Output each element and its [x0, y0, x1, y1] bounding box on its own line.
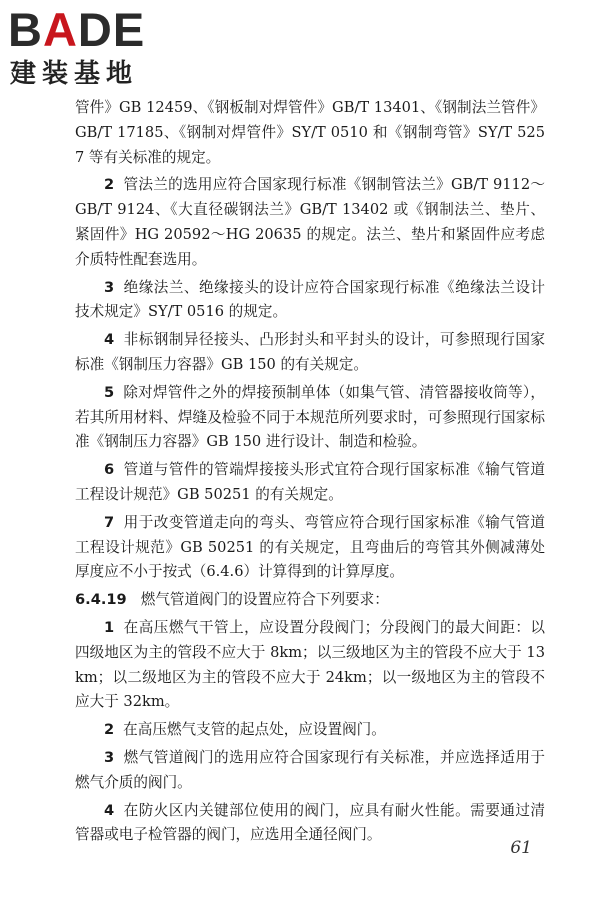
clause-number: 4 [104, 331, 115, 349]
clause-number: 7 [104, 513, 115, 531]
clause-7 [75, 511, 545, 585]
paragraph-continuation [75, 96, 545, 170]
logo-letter-b: B [8, 3, 43, 56]
clause-3 [75, 276, 545, 326]
clause-6 [75, 458, 545, 508]
clause-text: 绝缘法兰、绝缘接头的设计应符合国家现行标准《绝缘法兰设计技术规定》SY/T 0516 的规定。 [75, 278, 545, 321]
clause-5 [75, 381, 545, 455]
item-text: 燃气管道阀门的选用应符合国家现行有关标准，并应选择适用于燃气介质的阀门。 [75, 748, 545, 791]
clause-2 [75, 173, 545, 272]
item-4 [75, 799, 545, 849]
clause-number: 3 [104, 278, 115, 296]
clause-text: 用于改变管道走向的弯头、弯管应符合现行国家标准《输气管道工程设计规范》GB 50251 的有关规定，且弯曲后的弯管其外侧减薄处厚度应不小于按式（6.4.6）计算得到的计算厚度。 [75, 513, 545, 581]
item-text: 在高压燃气干管上，应设置分段阀门；分段阀门的最大间距：以四级地区为主的管段不应大于 8km；以三级地区为主的管段不应大于 13km；以二级地区为主的管段不应大于 24km；以一级地区为主的管段不应大于 32km。 [75, 618, 545, 711]
clause-number: 2 [104, 176, 115, 194]
logo-letters-de: DE [77, 3, 146, 56]
clause-number: 6 [104, 461, 115, 479]
clause-text: 管道与管件的管端焊接接头形式宜符合现行国家标准《输气管道工程设计规范》GB 50251 的有关规定。 [75, 461, 545, 503]
item-text: 在高压燃气支管的起点处，应设置阀门。 [123, 721, 386, 739]
item-text: 在防火区内关键部位使用的阀门，应具有耐火性能。需要通过清管器或电子检管器的阀门，应选用全通径阀门。 [75, 801, 545, 844]
clause-text: 管法兰的选用应符合国家现行标准《钢制管法兰》GB/T 9112～GB/T 9124、《大直径碳钢法兰》GB/T 13402 或《钢制法兰、垫片、紧固件》HG 20592～HG 20635 的规定。法兰、垫片和紧固件应考虑介质特性配套选用。 [75, 176, 545, 268]
section-heading [75, 588, 545, 613]
item-number: 1 [104, 618, 115, 636]
paragraph-text: 管件》GB 12459、《钢板制对焊管件》GB/T 13401、《钢制法兰管件》GB/T 17185、《钢制对焊管件》SY/T 0510 和《钢制弯管》SY/T 5257 等有关标准的规定。 [75, 99, 545, 166]
clause-text: 除对焊管件之外的焊接预制单体（如集气管、清管器接收筒等），若其所用材料、焊缝及检验不同于本规范所列要求时，可参照现行国家标准《钢制压力容器》GB 150 进行设计、制造和检验。 [75, 383, 545, 451]
section-number: 6.4.19 [75, 591, 127, 609]
item-2 [75, 718, 545, 743]
logo-subtitle: 建装基地 [10, 59, 139, 89]
page-number: 61 [510, 838, 532, 858]
clause-number: 5 [104, 383, 115, 401]
document-body [75, 96, 545, 848]
clause-4 [75, 328, 545, 378]
clause-text: 非标钢制异径接头、凸形封头和平封头的设计，可参照现行国家标准《钢制压力容器》GB 150 的有关规定。 [75, 331, 545, 373]
item-number: 2 [104, 721, 115, 739]
logo-wordmark [8, 4, 145, 56]
item-1 [75, 616, 545, 715]
item-number: 3 [104, 748, 115, 766]
section-title: 燃气管道阀门的设置应符合下列要求： [140, 591, 389, 609]
item-number: 4 [104, 801, 115, 819]
item-3 [75, 746, 545, 796]
logo-letter-a: A [42, 3, 78, 56]
bade-logo [8, 4, 178, 96]
